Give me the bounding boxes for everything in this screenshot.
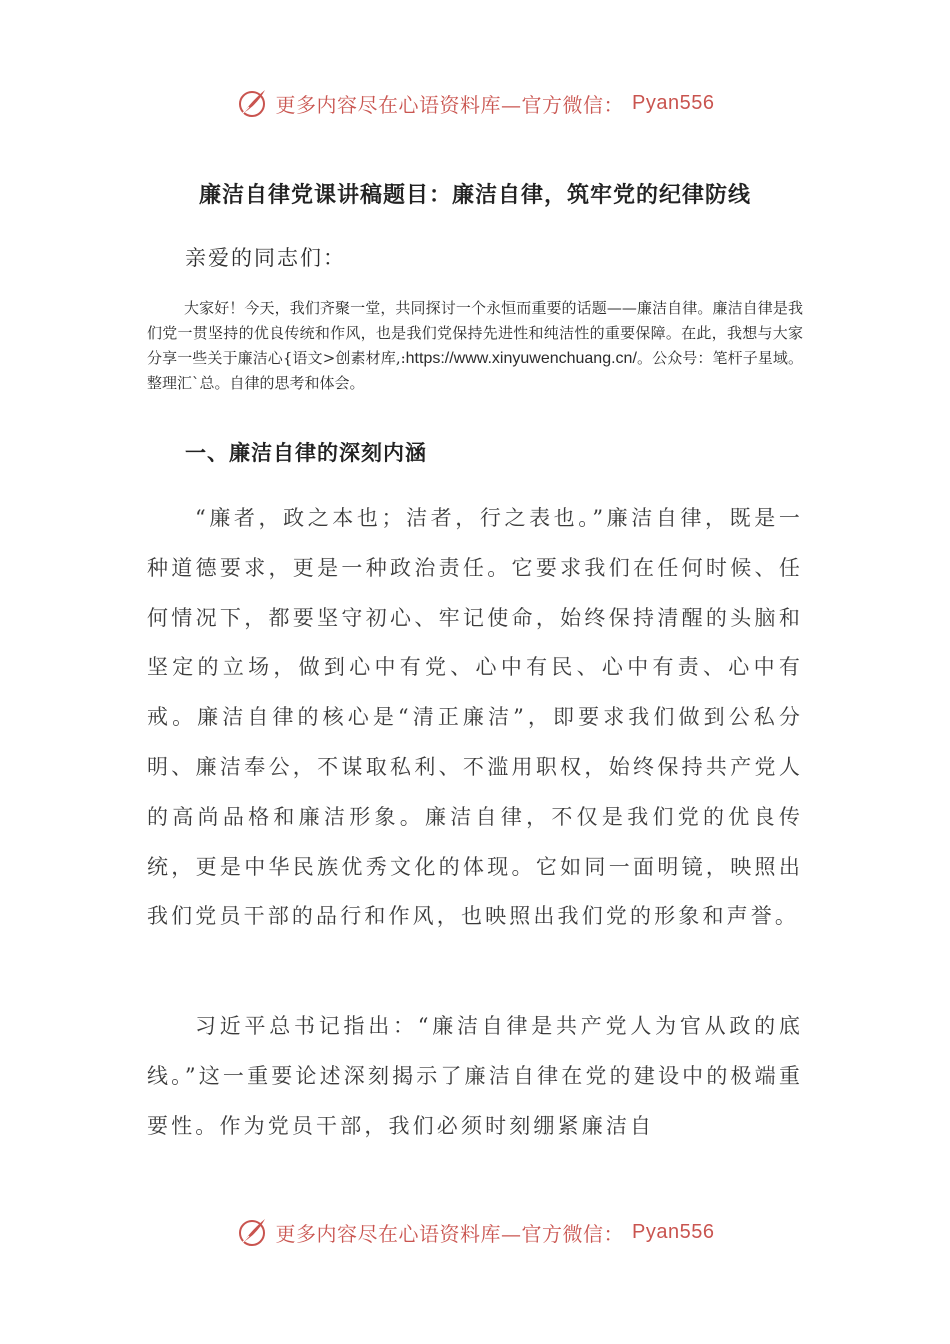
body-paragraph-2: 习近平总书记指出：“廉洁自律是共产党人为官从政的底线。”这一重要论述深刻揭示了廉洁自律在党的建设中的极端重要性。作为党员干部，我们必须时刻绷紧廉洁自 — [147, 1014, 803, 1138]
feather-pen-logo-icon — [236, 87, 268, 119]
feather-pen-logo-icon — [236, 1216, 268, 1248]
intro-paragraph — [147, 296, 803, 396]
footer-banner — [0, 1212, 950, 1252]
header-banner-text: 更多内容尽在心语资料库—官方微信： — [275, 92, 625, 117]
greeting: 亲爱的同志们： — [185, 246, 346, 270]
intro-text-after-url: 。公众号：笔杆子星域。整理汇`总。自律的思考和体会。 — [147, 349, 803, 392]
header-banner — [0, 83, 950, 123]
intro-text-before-url: 大家好！今天，我们齐聚一堂，共同探讨一个永恒而重要的话题——廉洁自律。廉洁自律是我们党一贯坚持的优良传统和作风，也是我们党保持先进性和纯洁性的重要保障。在此，我想与大家分享一些关于廉洁心{语文>创素材库,: — [147, 299, 803, 367]
section-heading: 一、廉洁自律的深刻内涵 — [185, 441, 427, 465]
footer-banner-contact: Pyan556 — [632, 1220, 715, 1243]
intro-url: https://www.xinyuwenchuang.cn/ — [405, 350, 637, 367]
body-paragraph-1: “廉者，政之本也；洁者，行之表也。”廉洁自律，既是一种道德要求，更是一种政治责任。它要求我们在任何时候、任何情况下，都要坚守初心、牢记使命，始终保持清醒的头脑和坚定的立场，做到心中有党、心中有民、心中有责、心中有戒。廉洁自律的核心是“清正廉洁”，即要求我们做到公私分明、廉洁奉公，不谋取私利、不滥用职权，始终保持共产党人的高尚品格和廉洁形象。廉洁自律，不仅是我们党的优良传统，更是中华民族优秀文化的体现。它如同一面明镜，映照出我们党员干部的品行和作风，也映照出我们党的形象和声誉。 — [147, 506, 803, 929]
footer-banner-text: 更多内容尽在心语资料库—官方微信： — [275, 1221, 625, 1246]
document-title: 廉洁自律党课讲稿题目：廉洁自律，筑牢党的纪律防线 — [198, 183, 751, 208]
header-banner-contact: Pyan556 — [632, 91, 715, 114]
